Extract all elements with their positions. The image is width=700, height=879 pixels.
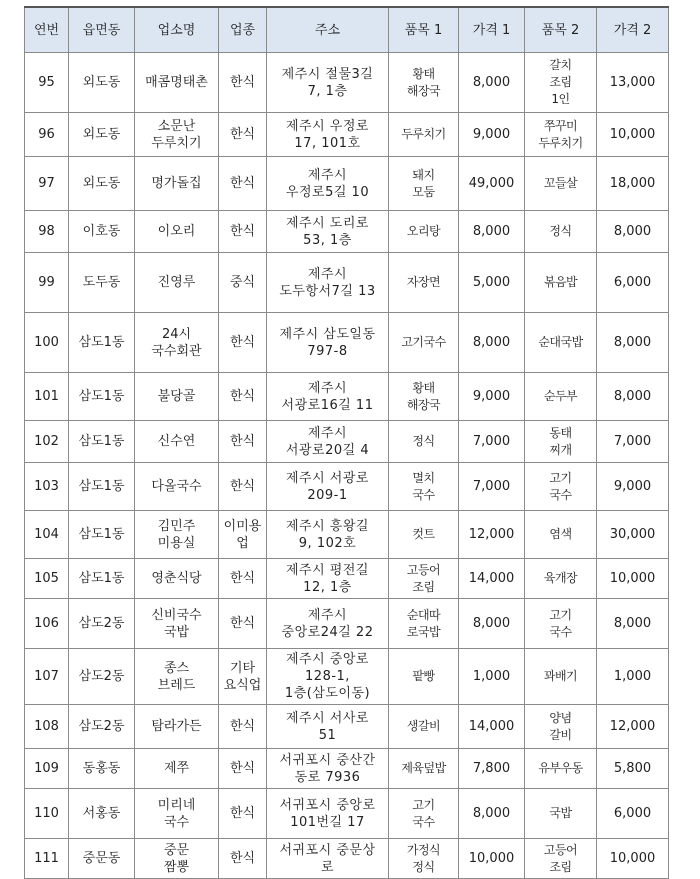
table-row	[25, 649, 669, 705]
cell-price1: 14,000	[459, 559, 525, 599]
cell-price1: 8,000	[459, 313, 525, 373]
header-dong: 읍면동	[69, 7, 135, 53]
cell-type: 한식	[219, 421, 267, 463]
cell-item2: 볶음밥	[525, 253, 597, 313]
cell-no: 107	[25, 649, 69, 705]
cell-price1: 14,000	[459, 705, 525, 749]
cell-addr: 제주시 도리로 53, 1층	[267, 211, 389, 253]
cell-name: 매콤명태촌	[135, 53, 219, 113]
cell-dong: 삼도1동	[69, 511, 135, 559]
cell-addr: 제주시 서광로 209-1	[267, 463, 389, 511]
cell-item1: 제육덮밥	[389, 749, 459, 789]
table-row	[25, 373, 669, 421]
table-row	[25, 789, 669, 839]
cell-name: 중문 짬뽕	[135, 839, 219, 879]
cell-type: 이미용 업	[219, 511, 267, 559]
cell-item1: 멸치 국수	[389, 463, 459, 511]
cell-dong: 삼도2동	[69, 649, 135, 705]
cell-price2: 18,000	[597, 157, 669, 211]
cell-dong: 동홍동	[69, 749, 135, 789]
cell-price1: 8,000	[459, 789, 525, 839]
cell-item2: 꼬들살	[525, 157, 597, 211]
cell-dong: 삼도1동	[69, 313, 135, 373]
cell-addr: 제주시 서광로20길 4	[267, 421, 389, 463]
cell-price1: 9,000	[459, 373, 525, 421]
cell-type: 한식	[219, 157, 267, 211]
cell-no: 99	[25, 253, 69, 313]
header-no: 연번	[25, 7, 69, 53]
header-name: 업소명	[135, 7, 219, 53]
cell-addr: 제주시 도두항서7길 13	[267, 253, 389, 313]
cell-item1: 가정식 정식	[389, 839, 459, 879]
price-table	[24, 6, 669, 879]
cell-no: 108	[25, 705, 69, 749]
cell-item1: 컷트	[389, 511, 459, 559]
cell-no: 106	[25, 599, 69, 649]
cell-no: 101	[25, 373, 69, 421]
cell-price1: 49,000	[459, 157, 525, 211]
cell-no: 104	[25, 511, 69, 559]
cell-name: 김민주 미용실	[135, 511, 219, 559]
cell-price1: 8,000	[459, 599, 525, 649]
cell-type: 한식	[219, 313, 267, 373]
cell-name: 탐라가든	[135, 705, 219, 749]
cell-item1: 오리탕	[389, 211, 459, 253]
cell-no: 95	[25, 53, 69, 113]
cell-addr: 서귀포시 중문상 로	[267, 839, 389, 879]
table-row	[25, 705, 669, 749]
cell-dong: 삼도1동	[69, 373, 135, 421]
cell-type: 한식	[219, 789, 267, 839]
cell-dong: 외도동	[69, 113, 135, 157]
cell-no: 111	[25, 839, 69, 879]
cell-no: 110	[25, 789, 69, 839]
table-row	[25, 511, 669, 559]
cell-item2: 갈치 조림 1인	[525, 53, 597, 113]
cell-no: 102	[25, 421, 69, 463]
cell-no: 105	[25, 559, 69, 599]
cell-no: 100	[25, 313, 69, 373]
cell-price2: 5,800	[597, 749, 669, 789]
cell-type: 한식	[219, 463, 267, 511]
cell-dong: 서홍동	[69, 789, 135, 839]
cell-addr: 제주시 중앙로24길 22	[267, 599, 389, 649]
cell-dong: 이호동	[69, 211, 135, 253]
cell-addr: 제주시 삼도일동 797-8	[267, 313, 389, 373]
table-row	[25, 749, 669, 789]
cell-addr: 제주시 서사로 51	[267, 705, 389, 749]
cell-type: 한식	[219, 113, 267, 157]
table-row	[25, 559, 669, 599]
cell-addr: 제주시 서광로16길 11	[267, 373, 389, 421]
cell-name: 명가돌집	[135, 157, 219, 211]
cell-name: 영춘식당	[135, 559, 219, 599]
cell-name: 이오리	[135, 211, 219, 253]
header-row	[25, 7, 669, 53]
cell-dong: 삼도2동	[69, 599, 135, 649]
cell-price2: 10,000	[597, 559, 669, 599]
table-row	[25, 839, 669, 879]
table-row	[25, 211, 669, 253]
cell-item2: 꽈배기	[525, 649, 597, 705]
cell-name: 진영루	[135, 253, 219, 313]
cell-price1: 5,000	[459, 253, 525, 313]
cell-price2: 6,000	[597, 789, 669, 839]
cell-dong: 도두동	[69, 253, 135, 313]
cell-name: 24시 국수회관	[135, 313, 219, 373]
cell-item2: 고기 국수	[525, 463, 597, 511]
cell-price1: 8,000	[459, 53, 525, 113]
table-row	[25, 599, 669, 649]
cell-item2: 순두부	[525, 373, 597, 421]
cell-addr: 제주시 흥왕길 9, 102호	[267, 511, 389, 559]
cell-type: 한식	[219, 373, 267, 421]
cell-price2: 6,000	[597, 253, 669, 313]
cell-item1: 고등어 조림	[389, 559, 459, 599]
cell-item1: 두루치기	[389, 113, 459, 157]
cell-dong: 삼도1동	[69, 559, 135, 599]
cell-item1: 황태 해장국	[389, 53, 459, 113]
cell-dong: 삼도1동	[69, 463, 135, 511]
cell-no: 98	[25, 211, 69, 253]
cell-price2: 13,000	[597, 53, 669, 113]
table-body	[25, 53, 669, 879]
cell-type: 기타 요식업	[219, 649, 267, 705]
cell-item2: 순대국밥	[525, 313, 597, 373]
cell-no: 96	[25, 113, 69, 157]
cell-price2: 10,000	[597, 839, 669, 879]
cell-name: 신수연	[135, 421, 219, 463]
table-row	[25, 421, 669, 463]
cell-addr: 제주시 중앙로 128-1, 1층(삼도이동)	[267, 649, 389, 705]
cell-no: 109	[25, 749, 69, 789]
table-row	[25, 463, 669, 511]
cell-price2: 1,000	[597, 649, 669, 705]
cell-name: 신비국수 국밥	[135, 599, 219, 649]
cell-price1: 7,800	[459, 749, 525, 789]
cell-type: 한식	[219, 53, 267, 113]
cell-price2: 8,000	[597, 313, 669, 373]
header-item1: 품목 1	[389, 7, 459, 53]
cell-item2: 유부우동	[525, 749, 597, 789]
cell-dong: 삼도2동	[69, 705, 135, 749]
cell-item2: 국밥	[525, 789, 597, 839]
header-price1: 가격 1	[459, 7, 525, 53]
table-row	[25, 113, 669, 157]
cell-price1: 1,000	[459, 649, 525, 705]
cell-type: 한식	[219, 211, 267, 253]
cell-price2: 30,000	[597, 511, 669, 559]
cell-item2: 고등어 조림	[525, 839, 597, 879]
cell-item2: 염색	[525, 511, 597, 559]
cell-type: 중식	[219, 253, 267, 313]
cell-price2: 7,000	[597, 421, 669, 463]
cell-dong: 외도동	[69, 53, 135, 113]
table-row	[25, 53, 669, 113]
cell-name: 미리네 국수	[135, 789, 219, 839]
cell-type: 한식	[219, 705, 267, 749]
cell-price2: 9,000	[597, 463, 669, 511]
cell-price2: 8,000	[597, 599, 669, 649]
header-item2: 품목 2	[525, 7, 597, 53]
cell-price2: 12,000	[597, 705, 669, 749]
cell-item2: 육개장	[525, 559, 597, 599]
cell-type: 한식	[219, 599, 267, 649]
cell-addr: 제주시 절물3길 7, 1층	[267, 53, 389, 113]
cell-item2: 쭈꾸미 두루치기	[525, 113, 597, 157]
cell-item2: 정식	[525, 211, 597, 253]
cell-addr: 서귀포시 중산간 동로 7936	[267, 749, 389, 789]
cell-item1: 팥빵	[389, 649, 459, 705]
header-type: 업종	[219, 7, 267, 53]
cell-no: 103	[25, 463, 69, 511]
table-row	[25, 253, 669, 313]
header-price2: 가격 2	[597, 7, 669, 53]
cell-item1: 생갈비	[389, 705, 459, 749]
cell-item1: 자장면	[389, 253, 459, 313]
cell-item1: 황태 해장국	[389, 373, 459, 421]
cell-item1: 고기 국수	[389, 789, 459, 839]
cell-item1: 순대따 로국밥	[389, 599, 459, 649]
cell-price1: 12,000	[459, 511, 525, 559]
cell-addr: 제주시 평전길 12, 1층	[267, 559, 389, 599]
cell-price1: 7,000	[459, 421, 525, 463]
cell-name: 불당골	[135, 373, 219, 421]
cell-price2: 8,000	[597, 211, 669, 253]
cell-dong: 삼도1동	[69, 421, 135, 463]
cell-item2: 고기 국수	[525, 599, 597, 649]
cell-type: 한식	[219, 749, 267, 789]
cell-item1: 돼지 모둠	[389, 157, 459, 211]
cell-name: 다올국수	[135, 463, 219, 511]
cell-price2: 8,000	[597, 373, 669, 421]
cell-item2: 동태 찌개	[525, 421, 597, 463]
table-row	[25, 313, 669, 373]
cell-no: 97	[25, 157, 69, 211]
cell-name: 종스 브레드	[135, 649, 219, 705]
cell-type: 한식	[219, 559, 267, 599]
cell-price1: 8,000	[459, 211, 525, 253]
cell-addr: 제주시 우정로5길 10	[267, 157, 389, 211]
cell-name: 소문난 두루치기	[135, 113, 219, 157]
cell-addr: 제주시 우정로 17, 101호	[267, 113, 389, 157]
cell-price2: 10,000	[597, 113, 669, 157]
cell-dong: 중문동	[69, 839, 135, 879]
cell-price1: 9,000	[459, 113, 525, 157]
table-row	[25, 157, 669, 211]
cell-dong: 외도동	[69, 157, 135, 211]
cell-item1: 정식	[389, 421, 459, 463]
header-address: 주소	[267, 7, 389, 53]
cell-price1: 10,000	[459, 839, 525, 879]
cell-item2: 양념 갈비	[525, 705, 597, 749]
cell-name: 제쭈	[135, 749, 219, 789]
cell-item1: 고기국수	[389, 313, 459, 373]
cell-type: 한식	[219, 839, 267, 879]
cell-price1: 7,000	[459, 463, 525, 511]
cell-addr: 서귀포시 중앙로 101번길 17	[267, 789, 389, 839]
